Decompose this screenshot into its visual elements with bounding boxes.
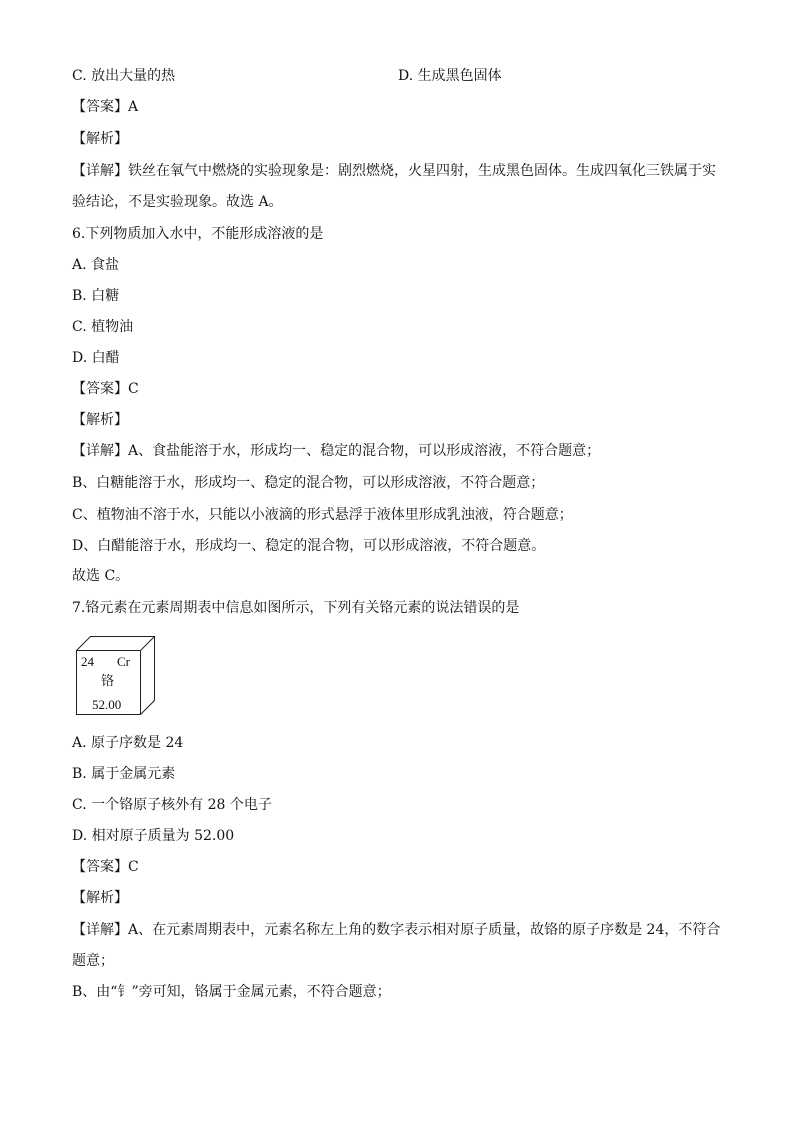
q6-detail-line-2: B、白糖能溶于水，形成均一、稳定的混合物，可以形成溶液，不符合题意； <box>72 475 545 491</box>
q6-detail-line-4: D、白醋能溶于水，形成均一、稳定的混合物，可以形成溶液，不符合题意。 <box>72 538 546 554</box>
q6-answer: 【答案】C <box>72 381 139 397</box>
q5-detail-line-1: 【详解】铁丝在氧气中燃烧的实验现象是：剧烈燃烧，火星四射，生成黑色固体。生成四氧化三铁属于实 <box>72 163 716 179</box>
element-name: 铬 <box>101 674 115 689</box>
element-atomic-number: 24 <box>81 654 94 669</box>
q6-option-c: C. 植物油 <box>72 319 134 335</box>
q6-detail-line-3: C、植物油不溶于水，只能以小液滴的形式悬浮于液体里形成乳浊液，符合题意； <box>72 507 573 523</box>
q7-detail-line-2: 题意； <box>72 953 114 969</box>
q5-analysis-heading: 【解析】 <box>72 131 128 147</box>
q6-stem: 6.下列物质加入水中，不能形成溶液的是 <box>72 226 324 242</box>
q7-detail-line-3: B、由“钅”旁可知，铬属于金属元素，不符合题意； <box>72 984 391 1000</box>
q5-option-d: D. 生成黑色固体 <box>398 68 502 84</box>
q6-detail-line-1: 【详解】A、食盐能溶于水，形成均一、稳定的混合物，可以形成溶液，不符合题意； <box>72 443 601 459</box>
element-atomic-mass: 52.00 <box>92 697 122 712</box>
q6-option-a: A. 食盐 <box>72 257 120 273</box>
element-card-figure <box>72 632 162 722</box>
q5-detail-line-2: 验结论，不是实验现象。故选 A。 <box>72 194 283 210</box>
q7-answer: 【答案】C <box>72 859 139 875</box>
q6-option-d: D. 白醋 <box>72 350 120 366</box>
q7-analysis-heading: 【解析】 <box>72 890 128 906</box>
q7-detail-line-1: 【详解】A、在元素周期表中，元素名称左上角的数字表示相对原子质量，故铬的原子序数是 24，不符合 <box>72 922 721 938</box>
q6-conclusion: 故选 C。 <box>72 568 130 584</box>
q7-option-a: A. 原子序数是 24 <box>72 735 184 751</box>
element-symbol: Cr <box>117 654 130 669</box>
q7-option-c: C. 一个铬原子核外有 28 个电子 <box>72 797 272 813</box>
q7-option-d: D. 相对原子质量为 52.00 <box>72 828 235 844</box>
q6-analysis-heading: 【解析】 <box>72 412 128 428</box>
q5-answer: 【答案】A <box>72 99 139 115</box>
q6-option-b: B. 白糖 <box>72 288 120 304</box>
q7-option-b: B. 属于金属元素 <box>72 766 176 782</box>
q7-stem: 7.铬元素在元素周期表中信息如图所示，下列有关铬元素的说法错误的是 <box>72 600 520 616</box>
q5-option-c: C. 放出大量的热 <box>72 68 176 84</box>
